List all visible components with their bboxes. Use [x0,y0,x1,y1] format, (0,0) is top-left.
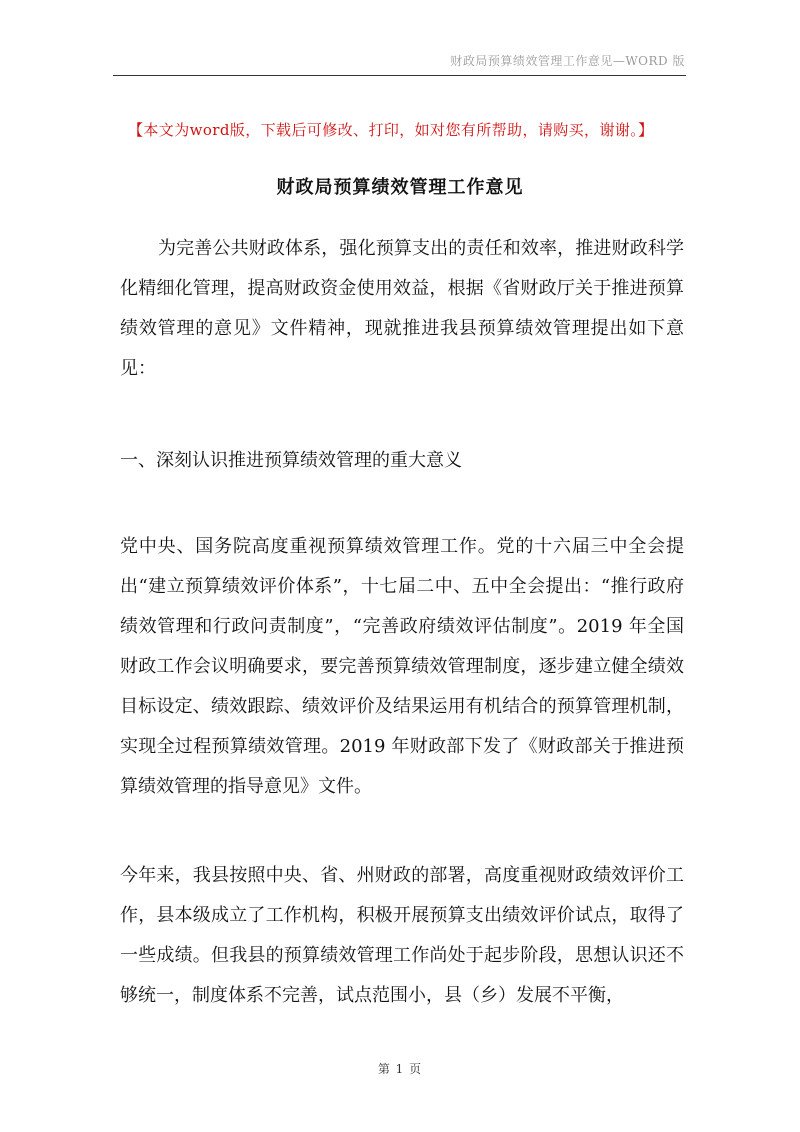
intro-paragraph: 为完善公共财政体系，强化预算支出的责任和效率，推进财政科学化精细化管理，提高财政资金使用效益，根据《省财政厅关于推进预算绩效管理的意见》文件精神，现就推进我县预算绩效管理提出如下意见： [120,238,684,379]
document-title: 财政局预算绩效管理工作意见 [276,177,524,198]
section-heading-1: 一、深刻认识推进预算绩效管理的重大意义 [120,450,462,471]
body-paragraph-2: 今年来，我县按照中央、省、州财政的部署，高度重视财政绩效评价工作，县本级成立了工作机构，积极开展预算支出绩效评价试点，取得了一些成绩。但我县的预算绩效管理工作尚处于起步阶段，思想认识还不够统一，制度体系不完善，试点范围小，县（乡）发展不平衡， [120,865,684,1006]
purchase-notice: 【本文为word版，下载后可修改、打印，如对您有所帮助，请购买，谢谢。】 [128,121,654,139]
body-paragraph-1: 党中央、国务院高度重视预算绩效管理工作。党的十六届三中全会提出“建立预算绩效评价体系”，十七届二中、五中全会提出：“推行政府绩效管理和行政问责制度”，“完善政府绩效评估制度”。2019 年全国财政工作会议明确要求，要完善预算绩效管理制度，逐步建立健全绩效目标设定、绩效跟踪、绩效评价及结果运用有机结合的预算管理机制，实现全过程预算绩效管理。2019 年财政部下发了《财政部关于推进预算绩效管理的指导意见》文件。 [120,536,684,797]
header-divider [113,75,686,76]
page-number: 第 1 页 [377,1062,423,1076]
running-header: 财政局预算绩效管理工作意见—WORD 版 [450,54,685,68]
